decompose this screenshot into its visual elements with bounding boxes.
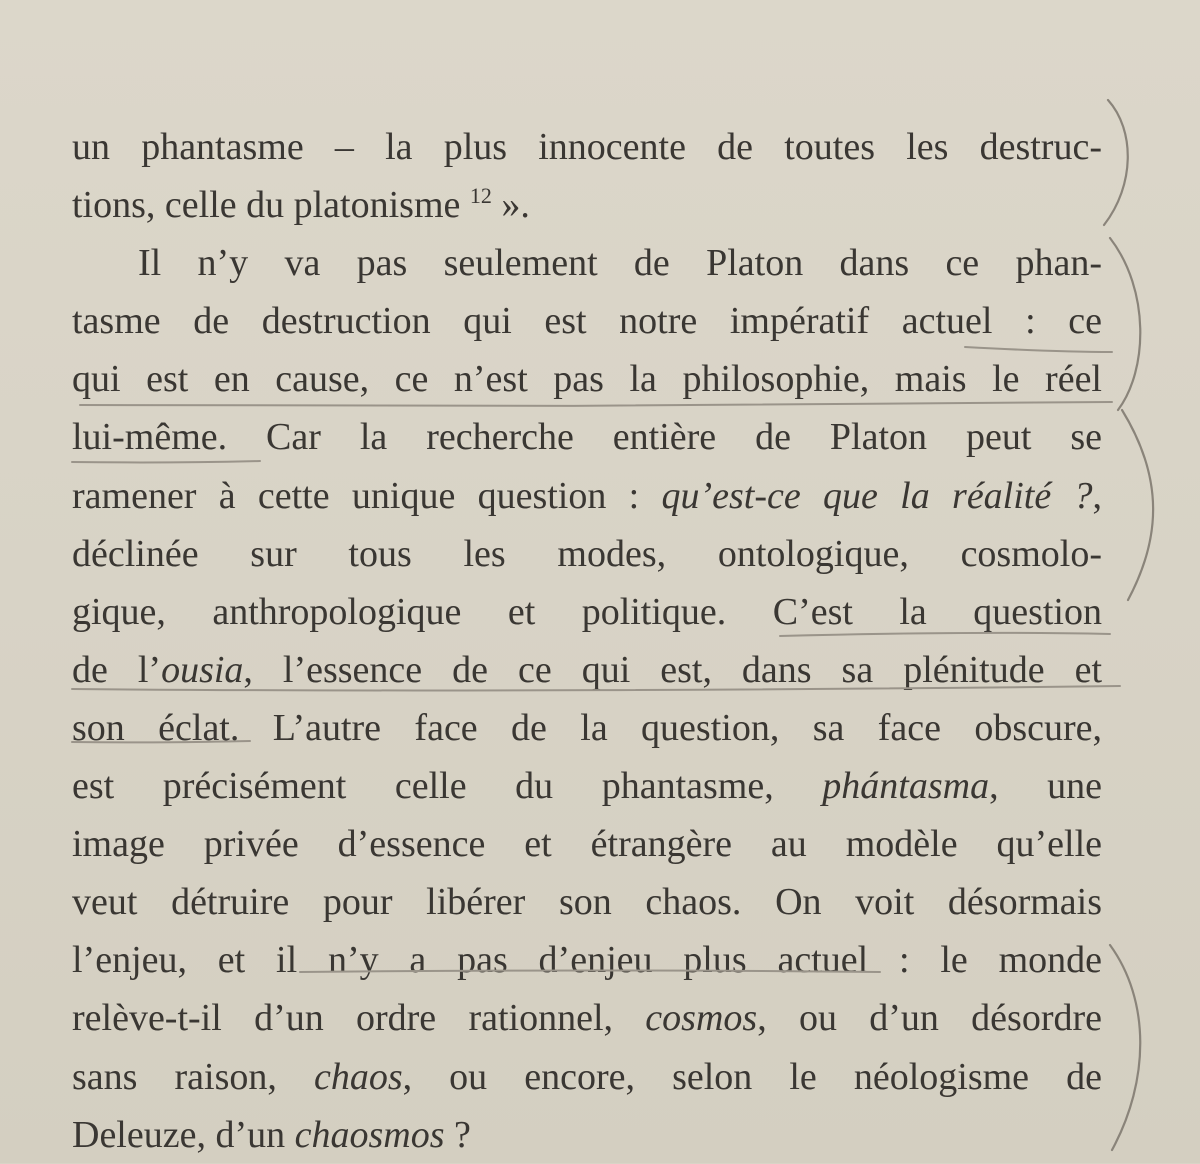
text-line bbox=[72, 525, 1102, 583]
text-line bbox=[72, 989, 1102, 1047]
margin-bracket-3 bbox=[1122, 410, 1153, 600]
italic-question: qu’est-ce que la réalité ? bbox=[661, 474, 1093, 517]
footnote-ref[interactable]: 12 bbox=[469, 183, 492, 209]
line-text: l’enjeu, et il n’y a pas d’enjeu plus actuel : le monde bbox=[72, 939, 1102, 982]
line-text: image privée d’essence et étrangère au modèle qu’elle bbox=[72, 823, 1102, 866]
line-text: sans raison, bbox=[72, 1055, 314, 1098]
text-line bbox=[72, 641, 1102, 699]
text-line bbox=[72, 350, 1102, 408]
text-line bbox=[72, 757, 1102, 815]
line-text: son éclat. L’autre face de la question, sa face obscure, bbox=[72, 706, 1102, 749]
line-text: , une bbox=[989, 765, 1102, 808]
line-text: ramener à cette unique question : bbox=[72, 474, 662, 517]
line-text: relève-t-il d’un ordre rationnel, bbox=[72, 997, 646, 1040]
line-text: tasme de destruction qui est notre impératif actuel : ce bbox=[72, 300, 1102, 343]
italic-term: cosmos bbox=[645, 997, 758, 1040]
line-text: lui-même. Car la recherche entière de Platon peut se bbox=[72, 416, 1102, 459]
line-text: , ou encore, selon le néologisme de bbox=[402, 1055, 1102, 1098]
line-text: Il n’y va pas seulement de Platon dans ce phan- bbox=[138, 242, 1102, 285]
text-line bbox=[72, 815, 1102, 873]
line-text: veut détruire pour libérer son chaos. On voit désormais bbox=[72, 881, 1102, 924]
text-line bbox=[72, 1106, 1102, 1164]
italic-term: ousia bbox=[161, 648, 244, 691]
line-text: déclinée sur tous les modes, ontologique, cosmolo- bbox=[72, 532, 1102, 575]
margin-bracket-2 bbox=[1110, 238, 1140, 410]
text-block bbox=[72, 118, 1102, 1164]
text-line bbox=[72, 873, 1102, 931]
italic-term: chaosmos bbox=[294, 1113, 445, 1156]
line-text: , ou d’un désordre bbox=[757, 997, 1103, 1040]
margin-bracket-4 bbox=[1110, 945, 1140, 1150]
italic-term: chaos bbox=[313, 1055, 403, 1098]
text-line bbox=[72, 931, 1102, 989]
line-text: ». bbox=[491, 184, 530, 227]
text-line bbox=[72, 118, 1102, 176]
line-text: qui est en cause, ce n’est pas la philosophie, mais le réel bbox=[72, 358, 1102, 401]
margin-bracket-1 bbox=[1104, 100, 1128, 225]
text-line bbox=[72, 699, 1102, 757]
text-line bbox=[72, 292, 1102, 350]
italic-term: phántasma bbox=[822, 765, 990, 808]
line-text: , l’essence de ce qui est, dans sa plénitude et bbox=[243, 648, 1102, 691]
line-text: tions, celle du platonisme bbox=[72, 184, 470, 227]
text-line bbox=[72, 1048, 1102, 1106]
line-text: gique, anthropologique et politique. C’est la question bbox=[72, 590, 1102, 633]
text-line bbox=[72, 234, 1102, 292]
text-line bbox=[72, 176, 1102, 234]
line-text: Deleuze, d’un bbox=[72, 1113, 295, 1156]
text-line bbox=[72, 583, 1102, 641]
line-text: de l’ bbox=[72, 648, 162, 691]
line-text: , bbox=[1092, 474, 1103, 517]
text-line bbox=[72, 467, 1102, 525]
text-line bbox=[72, 408, 1102, 466]
line-text: un phantasme – la plus innocente de toutes les destruc- bbox=[72, 126, 1102, 168]
line-text: est précisément celle du phantasme, bbox=[72, 765, 823, 808]
line-text: ? bbox=[444, 1113, 471, 1156]
